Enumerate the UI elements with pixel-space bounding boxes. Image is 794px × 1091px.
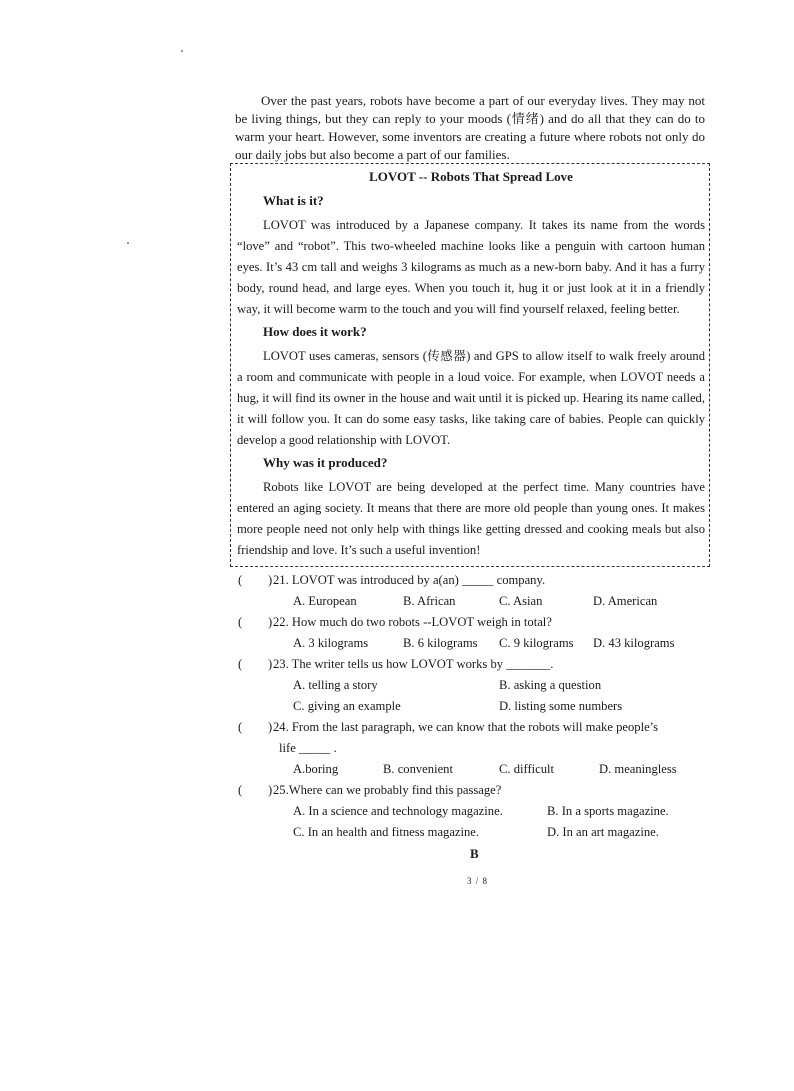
option-d: D. In an art magazine. xyxy=(547,825,659,839)
options-25-row2 xyxy=(235,822,715,843)
question-stem-continued: life _____ . xyxy=(279,741,337,755)
question-22 xyxy=(235,612,715,633)
option-a: A. In a science and technology magazine. xyxy=(293,804,503,818)
section-text-why: Robots like LOVOT are being developed at the perfect time. Many countries have entered an aging society. It means that there are more old people than young ones. It makes more people need not only help with things like getting dressed and cooking meals but also friendship and love. It’s such a useful invention! xyxy=(237,480,705,557)
intro-text: Over the past years, robots have become a part of our everyday lives. They may not be living things, but they can reply to your moods (情绪) and do all that they can do to warm your heart. However, some inventors are creating a future where robots not only do our daily jobs but also become a part of our families. xyxy=(235,93,705,162)
section-heading-why: Why was it produced? xyxy=(263,455,388,470)
question-stem: 23. The writer tells us how LOVOT works by _______. xyxy=(273,657,554,671)
answer-blank-close: ) xyxy=(268,783,273,797)
option-c: C. 9 kilograms xyxy=(499,636,574,650)
option-b: B. 6 kilograms xyxy=(403,636,478,650)
question-stem: 24. From the last paragraph, we can know that the robots will make people’s xyxy=(273,720,659,734)
question-21 xyxy=(235,570,715,591)
question-stem: 22. How much do two robots --LOVOT weigh in total? xyxy=(273,615,552,629)
options-22 xyxy=(235,633,715,654)
option-b: B. asking a question xyxy=(499,678,602,692)
section-text-how: LOVOT uses cameras, sensors (传感器) and GPS to allow itself to walk freely around a room and communicate with people in a loud voice. For example, when LOVOT needs a hug, it will find its owner in the house and wait until it is picked up. Hearing its name called, it will follow you. It can do some easy tasks, like taking care of babies. People can quickly develop a good relationship with LOVOT. xyxy=(237,349,705,447)
option-b: B. African xyxy=(403,594,456,608)
answer-blank-open: ( xyxy=(238,657,243,671)
options-25-row1 xyxy=(235,801,715,822)
question-25 xyxy=(235,780,715,801)
article-box xyxy=(230,163,710,567)
options-23-row2 xyxy=(235,696,715,717)
answer-blank-close: ) xyxy=(268,573,273,587)
section-text-what: LOVOT was introduced by a Japanese company. It takes its name from the words “love” and “robot”. This two-wheeled machine looks like a penguin with cartoon human eyes. It’s 43 cm tall and weighs 3 kilograms as much as a new-born baby. And it has a furry body, round head, and large eyes. When you touch it, hug it or just look at it in a friendly way, it will become warm to the touch and you will find yourself relaxed, feeling better. xyxy=(237,218,705,316)
page-number: 3 / 8 xyxy=(467,876,489,886)
section-heading-what: What is it? xyxy=(263,193,324,208)
option-a: A. European xyxy=(293,594,357,608)
section-heading-how: How does it work? xyxy=(263,324,367,339)
question-stem: 21. LOVOT was introduced by a(an) _____ company. xyxy=(273,573,546,587)
option-c: C. In an health and fitness magazine. xyxy=(293,825,480,839)
scan-speck xyxy=(181,50,183,52)
option-b: B. convenient xyxy=(383,762,453,776)
article-title: LOVOT -- Robots That Spread Love xyxy=(369,169,573,184)
answer-blank-open: ( xyxy=(238,573,243,587)
answer-blank-open: ( xyxy=(238,720,243,734)
question-24 xyxy=(235,717,715,738)
option-d: D. American xyxy=(593,594,658,608)
option-c: C. giving an example xyxy=(293,699,401,713)
answer-blank-open: ( xyxy=(238,615,243,629)
options-23-row1 xyxy=(235,675,715,696)
option-a: A. telling a story xyxy=(293,678,378,692)
intro-paragraph xyxy=(235,92,705,164)
question-list xyxy=(235,570,715,843)
option-d: D. meaningless xyxy=(599,762,677,776)
answer-blank-open: ( xyxy=(238,783,243,797)
option-d: D. listing some numbers xyxy=(499,699,623,713)
option-c: C. difficult xyxy=(499,762,555,776)
answer-blank-close: ) xyxy=(268,615,273,629)
question-stem: 25.Where can we probably find this passage? xyxy=(273,783,502,797)
option-b: B. In a sports magazine. xyxy=(547,804,669,818)
option-a: A.boring xyxy=(293,762,339,776)
options-21 xyxy=(235,591,715,612)
question-24-continued xyxy=(235,738,715,759)
section-b-heading: B xyxy=(470,846,479,861)
option-c: C. Asian xyxy=(499,594,543,608)
scan-speck xyxy=(127,242,129,244)
question-23 xyxy=(235,654,715,675)
answer-blank-close: ) xyxy=(268,720,273,734)
option-d: D. 43 kilograms xyxy=(593,636,675,650)
options-24 xyxy=(235,759,715,780)
option-a: A. 3 kilograms xyxy=(293,636,369,650)
answer-blank-close: ) xyxy=(268,657,273,671)
